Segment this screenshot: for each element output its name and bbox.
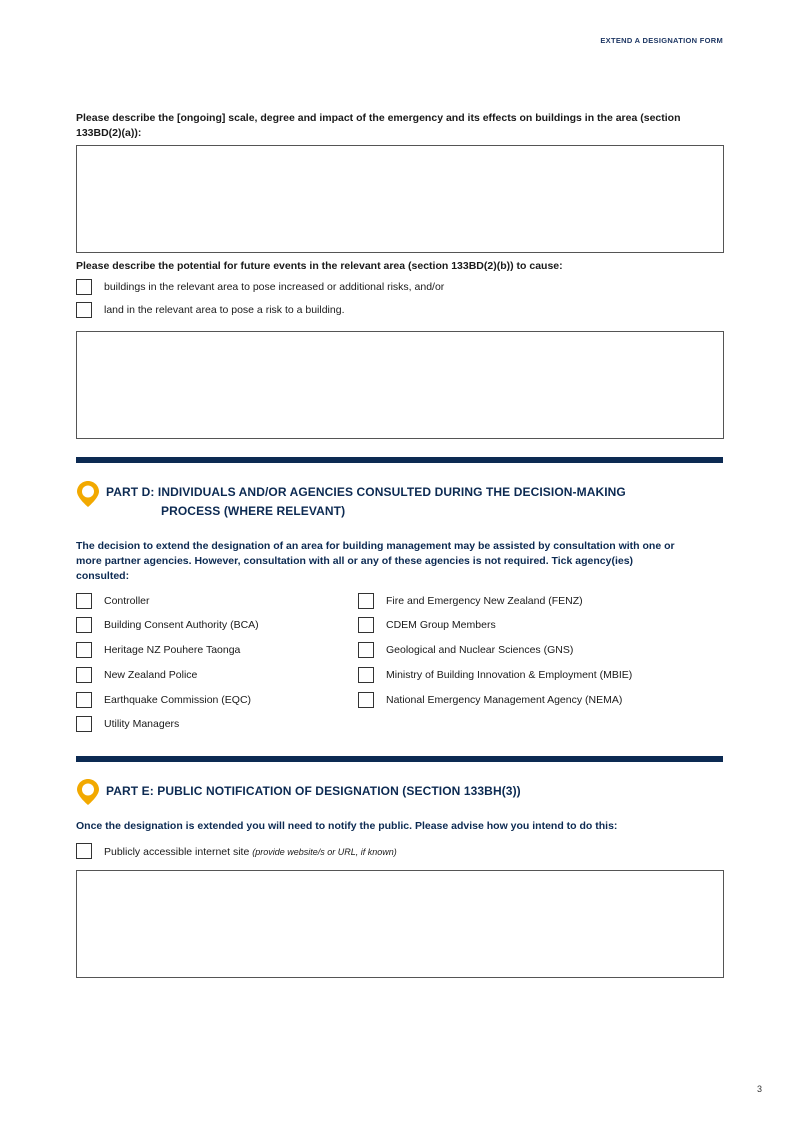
checkbox-bca[interactable] <box>76 617 92 633</box>
agency-label: Geological and Nuclear Sciences (GNS) <box>386 644 574 656</box>
checkbox-eqc[interactable] <box>76 692 92 708</box>
scale-answer-textarea[interactable] <box>76 145 724 253</box>
checkbox-nema[interactable] <box>358 692 374 708</box>
checkbox-mbie[interactable] <box>358 667 374 683</box>
part-e-title: PART E: PUBLIC NOTIFICATION OF DESIGNATION (SECTION 133BH(3)) <box>106 784 521 798</box>
form-header-title: EXTEND A DESIGNATION FORM <box>600 36 723 45</box>
checkbox-land-risk-label: land in the relevant area to pose a risk to a building. <box>104 304 345 316</box>
checkbox-gns[interactable] <box>358 642 374 658</box>
checkbox-internet-site[interactable] <box>76 843 92 859</box>
location-pin-icon <box>76 480 100 508</box>
scale-question: Please describe the [ongoing] scale, degree and impact of the emergency and its effects on buildings in the area (section 133BD(2)(a)): <box>76 112 681 139</box>
agency-label: Earthquake Commission (EQC) <box>104 694 252 706</box>
internet-site-label-text: Publicly accessible internet site <box>104 846 250 858</box>
part-d-intro: The decision to extend the designation of an area for building management may be assisted by consultation with one or more partner agencies. However, consultation with all or any of these agencies is not required. Tick agency(ies) consulted: <box>76 540 675 582</box>
checkbox-heritage-nz[interactable] <box>76 642 92 658</box>
agency-label: Heritage NZ Pouhere Taonga <box>104 644 241 656</box>
agency-label: New Zealand Police <box>104 669 198 681</box>
checkbox-buildings-risk[interactable] <box>76 279 92 295</box>
part-e-intro: Once the designation is extended you will need to notify the public. Please advise how you intend to do this: <box>76 820 618 832</box>
agency-label: Utility Managers <box>104 718 180 730</box>
part-d-title <box>106 483 626 521</box>
checkbox-controller[interactable] <box>76 593 92 609</box>
agency-label: Ministry of Building Innovation & Employment (MBIE) <box>386 669 633 681</box>
agency-label: National Emergency Management Agency (NEMA) <box>386 694 623 706</box>
checkbox-buildings-risk-label: buildings in the relevant area to pose increased or additional risks, and/or <box>104 281 445 293</box>
checkbox-utility-managers[interactable] <box>76 716 92 732</box>
agency-label: CDEM Group Members <box>386 619 496 631</box>
page-number: 3 <box>756 1084 762 1094</box>
checkbox-land-risk[interactable] <box>76 302 92 318</box>
section-divider-part-d <box>76 457 723 463</box>
location-pin-icon <box>76 778 100 806</box>
agency-label: Fire and Emergency New Zealand (FENZ) <box>386 595 583 607</box>
checkbox-cdem[interactable] <box>358 617 374 633</box>
checkbox-nz-police[interactable] <box>76 667 92 683</box>
internet-site-answer-textarea[interactable] <box>76 870 724 978</box>
future-events-answer-textarea[interactable] <box>76 331 724 439</box>
agency-label: Controller <box>104 595 150 607</box>
future-events-question: Please describe the potential for future events in the relevant area (section 133BD(2)(b)) to cause: <box>76 260 563 272</box>
internet-site-hint: (provide website/s or URL, if known) <box>252 847 397 857</box>
part-d-title-line2: PROCESS (WHERE RELEVANT) <box>161 504 346 518</box>
part-d-title-line1: PART D: INDIVIDUALS AND/OR AGENCIES CONSULTED DURING THE DECISION-MAKING <box>106 485 626 499</box>
checkbox-fenz[interactable] <box>358 593 374 609</box>
section-divider-part-e <box>76 756 723 762</box>
internet-site-label <box>104 844 397 860</box>
agency-label: Building Consent Authority (BCA) <box>104 619 259 631</box>
